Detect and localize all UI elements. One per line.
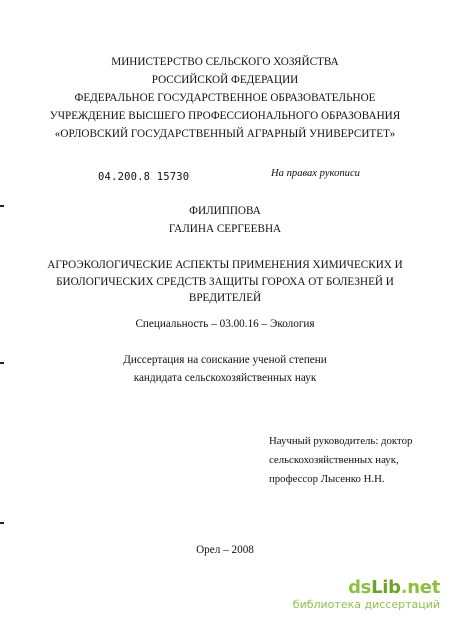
scan-edge-mark (0, 522, 4, 524)
logo-ds: ds (348, 577, 372, 598)
advisor-block (269, 432, 412, 489)
header-line: МИНИСТЕРСТВО СЕЛЬСКОГО ХОЗЯЙСТВА (111, 56, 339, 68)
institution-header (0, 53, 450, 143)
header-line: «ОРЛОВСКИЙ ГОСУДАРСТВЕННЫЙ АГРАРНЫЙ УНИВЕРСИТЕТ» (54, 128, 396, 140)
title-line: ВРЕДИТЕЛЕЙ (188, 292, 262, 304)
specialty-block (0, 315, 450, 333)
dslib-logo (293, 578, 440, 598)
author-block (0, 202, 450, 238)
advisor-line: Научный руководитель: доктор (269, 435, 413, 447)
author-surname: ФИЛИППОВА (189, 205, 261, 217)
author-given-names: ГАЛИНА СЕРГЕЕВНА (168, 223, 282, 235)
logo-dot: . (400, 577, 408, 598)
header-line: ФЕДЕРАЛЬНОЕ ГОСУДАРСТВЕННОЕ ОБРАЗОВАТЕЛЬНОЕ (74, 92, 376, 104)
dissertation-title (0, 257, 450, 307)
city-year: Орел – 2008 (196, 544, 254, 556)
degree-line: Диссертация на соискание ученой степени (123, 354, 327, 366)
watermark-subtitle: библиотека диссертаций (292, 598, 440, 611)
header-line: РОССИЙСКОЙ ФЕДЕРАЦИИ (151, 74, 299, 86)
logo-lib: Lib (371, 577, 401, 598)
dslib-watermark (293, 578, 440, 612)
logo-net: net (407, 577, 440, 598)
title-line: БИОЛОГИЧЕСКИХ СРЕДСТВ ЗАЩИТЫ ГОРОХА ОТ БОЛЕЗНЕЙ И (56, 275, 394, 288)
advisor-line: сельскохозяйственных наук, (269, 454, 399, 466)
city-year-block (0, 541, 450, 559)
header-line: УЧРЕЖДЕНИЕ ВЫСШЕГО ПРОФЕССИОНАЛЬНОГО ОБРАЗОВАНИЯ (49, 110, 401, 122)
degree-block (0, 351, 450, 387)
rights-note: На правах рукописи (271, 168, 360, 179)
advisor-line: профессор Лысенко Н.Н. (269, 473, 385, 485)
degree-line: кандидата сельскохозяйственных наук (133, 372, 317, 384)
specialty-text: Специальность – 03.00.16 – Экология (135, 318, 315, 330)
title-line: АГРОЭКОЛОГИЧЕСКИЕ АСПЕКТЫ ПРИМЕНЕНИЯ ХИМИЧЕСКИХ И (47, 259, 403, 271)
serial-number-stamp: 04.200.8 15730 (98, 171, 190, 183)
